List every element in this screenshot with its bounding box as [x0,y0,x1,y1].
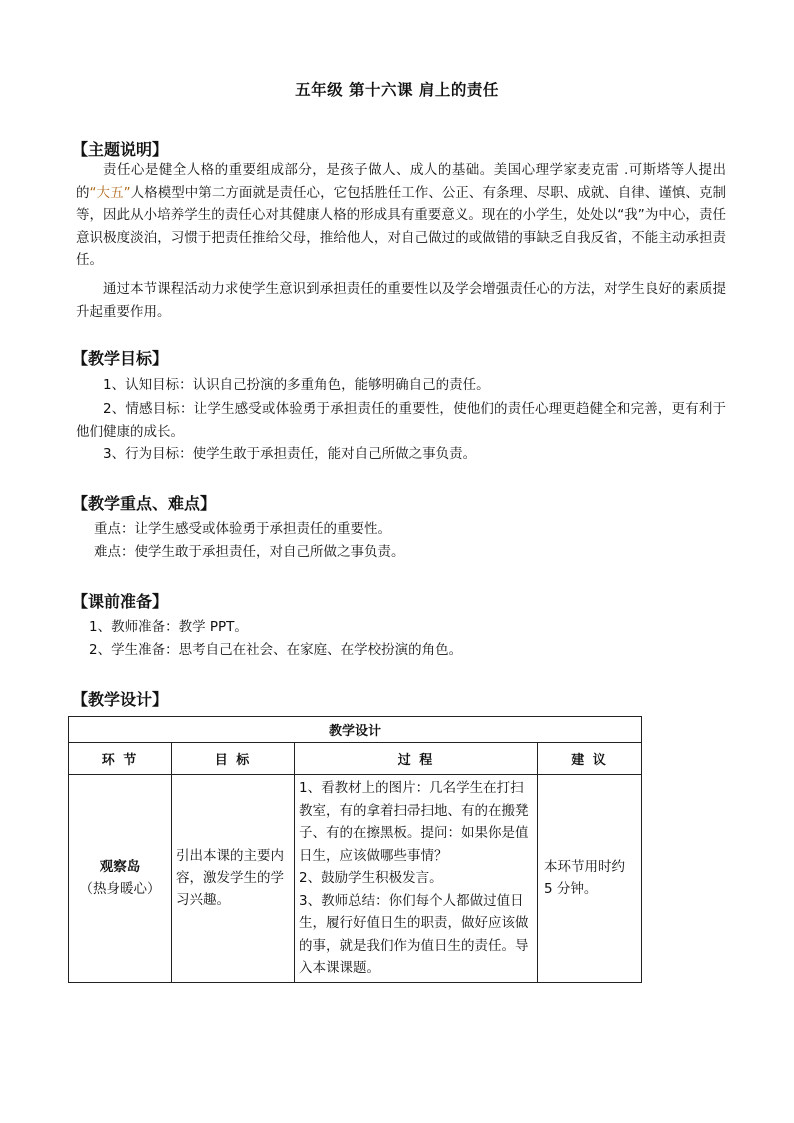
process-step-2: 2、鼓励学生积极发言。 [299,870,443,886]
goal-cognitive: 1、认知目标：认识自己扮演的多重角色，能够明确自己的责任。 [103,377,490,393]
table-caption: 教学设计 [69,717,642,743]
design-heading: 【教学设计】 [72,690,169,709]
teaching-design-table [68,716,642,983]
process-step-1: 1、看教材上的图片：几名学生在打扫教室，有的拿着扫帚扫地、有的在搬凳子、有的在擦黑板。提问：如果你是值日生，应该做哪些事情？ [299,780,529,864]
prep-heading: 【课前准备】 [72,592,169,611]
theme-paragraph-2: 通过本节课程活动力求使学生意识到承担责任的重要性以及学会增强责任心的方法，对学生良好的素质提升起重要作用。 [76,281,726,320]
theme-p1-part-a: 责任心是健全人格的重要组成部分，是孩子做人、成人的基础。美国心理学家麦克雷 .可斯塔等人提出的 [76,162,726,201]
theme-heading: 【主题说明】 [72,140,169,159]
goal-behavior: 3、行为目标：使学生敢于承担责任，能对自己所做之事负责。 [103,446,477,462]
theme-p1-part-b: 人格模型中第二方面就是责任心，它包括胜任工作、公正、有条理、尽职、成就、自律、谨慎、克制等，因此从小培养学生的责任心对其健康人格的形成具有重要意义。现在的小学生，处处以“我”为中心，责任意识极度淡泊，习惯于把责任推给父母，推给他人，对自己做过的或做错的事缺乏自我反省，不能主动承担责任。 [76,184,726,268]
stage-name: 观察岛 [99,859,141,876]
header-stage: 环 节 [69,743,172,775]
header-suggestion: 建 议 [538,743,642,775]
key-point: 重点：让学生感受或体验勇于承担责任的重要性。 [94,521,391,537]
theme-paragraph-1 [76,159,726,272]
header-process: 过 程 [295,743,538,775]
table-row [69,775,642,983]
header-goal: 目 标 [172,743,295,775]
cell-goal: 引出本课的主要内容，激发学生的学习兴趣。 [172,775,295,983]
goal-emotional: 2、情感目标：让学生感受或体验勇于承担责任的重要性，使他们的责任心理更趋健全和完善，更有利于他们健康的成长。 [76,401,726,440]
difficult-point: 难点：使学生敢于承担责任，对自己所做之事负责。 [94,544,405,560]
prep-student: 2、学生准备：思考自己在社会、在家庭、在学校扮演的角色。 [89,642,463,658]
cell-stage [69,775,172,983]
keypoints-heading: 【教学重点、难点】 [72,494,217,513]
theme-p1-highlight: “大五” [89,184,131,201]
cell-suggestion: 本环节用时约 5 分钟。 [538,775,642,983]
document-title: 五年级 第十六课 肩上的责任 [295,81,499,99]
cell-process [295,775,538,983]
prep-teacher: 1、教师准备：教学 PPT。 [89,619,248,635]
goals-heading: 【教学目标】 [72,349,169,368]
process-step-3: 3、教师总结：你们每个人都做过值日生，履行好值日生的职责，做好应该做的事，就是我们作为值日生的责任。导入本课课题。 [299,892,529,976]
stage-subtitle: （热身暖心） [79,881,161,898]
